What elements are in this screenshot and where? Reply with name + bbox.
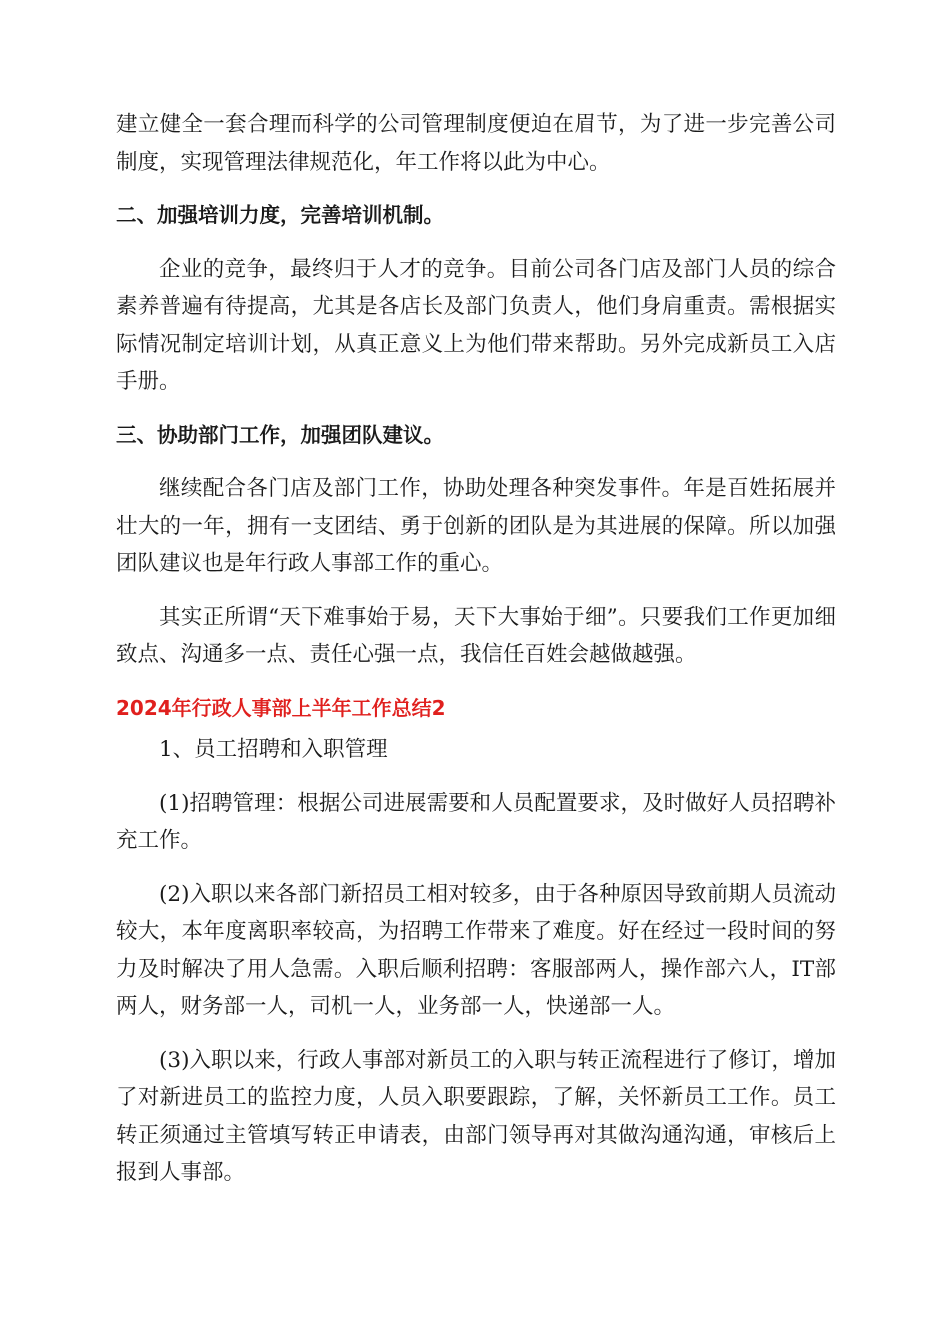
paragraph-team: 继续配合各门店及部门工作，协助处理各种突发事件。年是百姓拓展并壮大的一年，拥有一支团结、勇于创新的团队是为其进展的保障。所以加强团队建议也是年行政人事部工作的重心。	[116, 476, 836, 576]
item-recruitment-3: (3)入职以来，行政人事部对新员工的入职与转正流程进行了修订，增加了对新进员工的监控力度，人员入职要跟踪，了解，关怀新员工工作。员工转正须通过主管填写转正申请表，由部门领导再对其做沟通沟通，审核后上报到人事部。	[116, 1047, 836, 1185]
item-recruitment-2: (2)入职以来各部门新招员工相对较多，由于各种原因导致前期人员流动较大，本年度离职率较高，为招聘工作带来了难度。好在经过一段时间的努力及时解决了用人急需。入职后顺利招聘：客服部两人，操作部六人，IT部两人，财务部一人，司机一人，业务部一人，快递部一人。	[116, 881, 836, 1019]
document-page	[116, 106, 836, 1192]
heading-training: 二、加强培训力度，完善培训机制。	[116, 203, 444, 227]
paragraph-intro: 建立健全一套合理而科学的公司管理制度便迫在眉节，为了进一步完善公司制度，实现管理法律规范化，年工作将以此为中心。	[116, 112, 836, 175]
paragraph-training: 企业的竞争，最终归于人才的竞争。目前公司各门店及部门人员的综合素养普遍有待提高，尤其是各店长及部门负责人，他们身肩重责。需根据实际情况制定培训计划，从真正意义上为他们带来帮助。另外完成新员工入店手册。	[116, 256, 836, 394]
paragraph-conclusion: 其实正所谓“天下难事始于易，天下大事始于细”。只要我们工作更加细致点、沟通多一点、责任心强一点，我信任百姓会越做越强。	[116, 604, 836, 667]
heading-team: 三、协助部门工作，加强团队建议。	[116, 422, 444, 447]
item-recruitment-1: (1)招聘管理：根据公司进展需要和人员配置要求，及时做好人员招聘补充工作。	[116, 790, 836, 853]
section-title: 2024年行政人事部上半年工作总结2	[116, 695, 446, 720]
item-recruitment: 1、员工招聘和入职管理	[159, 737, 388, 762]
